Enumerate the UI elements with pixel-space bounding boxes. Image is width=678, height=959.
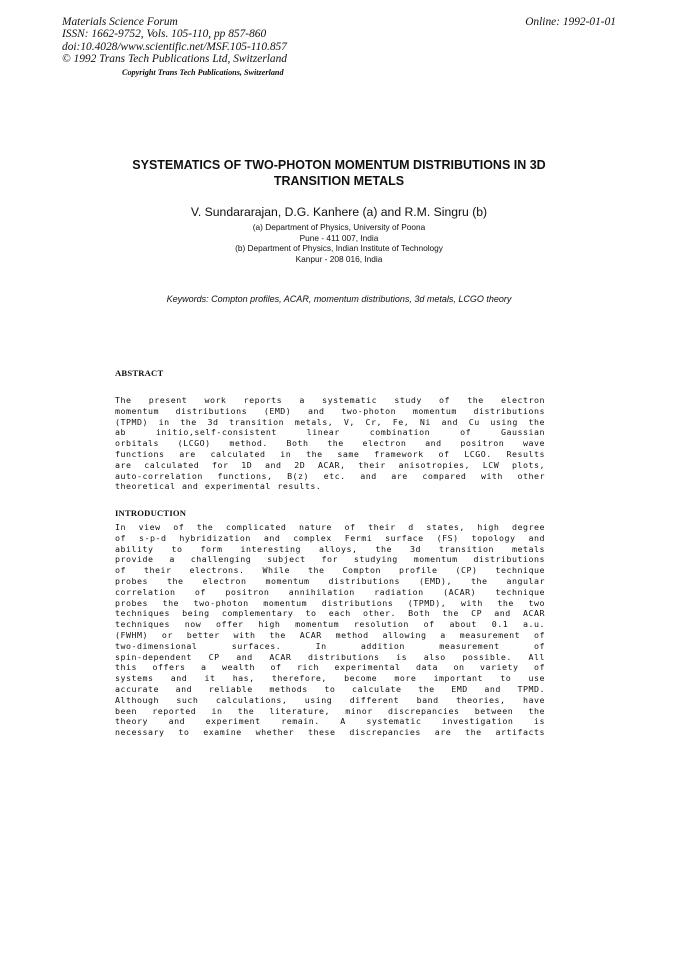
introduction-line: provide a challenging subject for studying momentum distributions (115, 554, 545, 565)
affiliation-line: (a) Department of Physics, University of Poona (252, 222, 426, 232)
introduction-line: techniques being complementary to each other. Both the CP and ACAR (115, 608, 545, 619)
abstract-body (115, 395, 545, 492)
affiliation-line: Pune - 411 007, India (299, 232, 379, 243)
introduction-line: ability to form interesting alloys, the 3d transition metals (115, 543, 545, 554)
keywords: Keywords: Compton profiles, ACAR, momentum distributions, 3d metals, LCGO theory (166, 294, 512, 304)
title-line: TRANSITION METALS (273, 173, 405, 188)
abstract-line: auto-correlation functions, B(z) etc. and are compared with other (115, 470, 545, 481)
abstract-line: The present work reports a systematic study of the electron (115, 395, 545, 405)
abstract-line: ab initio,self-consistent linear combination of Gaussian (115, 427, 545, 438)
journal-name: Materials Science Forum (62, 16, 178, 28)
affiliation-line: (b) Department of Physics, Indian Institute of Technology (235, 243, 443, 254)
introduction-line: theory and experiment remain. A systematic investigation is (115, 716, 545, 727)
introduction-line: spin-dependent CP and ACAR distributions is also possible. All (115, 651, 545, 662)
affiliations (100, 222, 578, 264)
doi-line: doi:10.4028/www.scientific.net/MSF.105-110.857 (62, 40, 287, 53)
introduction-line: this offers a wealth of rich experimental data on variety of (115, 662, 545, 673)
affiliation-line: Kanpur - 208 016, India (295, 253, 383, 264)
publisher-copyright: Copyright Trans Tech Publications, Switzerland (122, 68, 284, 77)
online-date: Online: 1992-01-01 (525, 16, 616, 28)
introduction-line: necessary to examine whether these discrepancies are the artifacts (115, 727, 545, 738)
introduction-line: accurate and reliable methods to calculate the EMD and TPMD. (115, 683, 545, 694)
introduction-line: In view of the complicated nature of their d states, high degree (115, 522, 545, 532)
introduction-line: Although such calculations, using different band theories, have (115, 694, 545, 705)
issn-line: ISSN: 1662-9752, Vols. 105-110, pp 857-860 (62, 28, 267, 41)
abstract-heading: ABSTRACT (115, 368, 164, 378)
introduction-line: been reported in the literature, minor discrepancies between the (115, 705, 545, 716)
abstract-line: orbitals (LCGO) method. Both the electron and positron wave (115, 438, 545, 449)
introduction-line: systems and it has, therefore, become more important to use (115, 673, 545, 684)
authors: V. Sundararajan, D.G. Kanhere (a) and R.M. Singru (b) (190, 205, 488, 219)
copyright-line: © 1992 Trans Tech Publications Ltd, Switzerland (62, 53, 287, 66)
abstract-line: are calculated for 1D and 2D ACAR, their anisotropies, LCW plots, (115, 459, 545, 470)
introduction-line: techniques now offer high momentum resolution of about 0.1 a.u. (115, 619, 545, 630)
introduction-line: of their electrons. While the Compton profile (CP) technique (115, 565, 545, 576)
introduction-line: of s-p-d hybridization and complex Fermi surface (FS) topology and (115, 532, 545, 543)
introduction-line: (FWHM) or better with the ACAR method allowing a measurement of (115, 629, 545, 640)
introduction-heading: INTRODUCTION (115, 508, 187, 518)
abstract-line: theoretical and experimental results. (115, 481, 322, 492)
journal-header (62, 16, 287, 66)
abstract-line: momentum distributions (EMD) and two-photon momentum distributions (115, 405, 545, 416)
introduction-body (115, 522, 545, 738)
introduction-line: two-dimensional surfaces. In addition measurement of (115, 640, 545, 651)
abstract-line: functions are calculated in the same framework of LCGO. Results (115, 448, 545, 459)
introduction-line: probes the two-photon momentum distributions (TPMD), with the two (115, 597, 545, 608)
title-line: SYSTEMATICS OF TWO-PHOTON MOMENTUM DISTRIBUTIONS IN 3D (132, 158, 546, 172)
introduction-line: probes the electron momentum distributions (EMD), the angular (115, 575, 545, 586)
abstract-line: (TPMD) in the 3d transition metals, V, Cr, Fe, Ni and Cu using the (115, 416, 545, 427)
introduction-line: correlation of positron annihilation radiation (ACAR) technique (115, 586, 545, 597)
paper-title (100, 158, 578, 189)
